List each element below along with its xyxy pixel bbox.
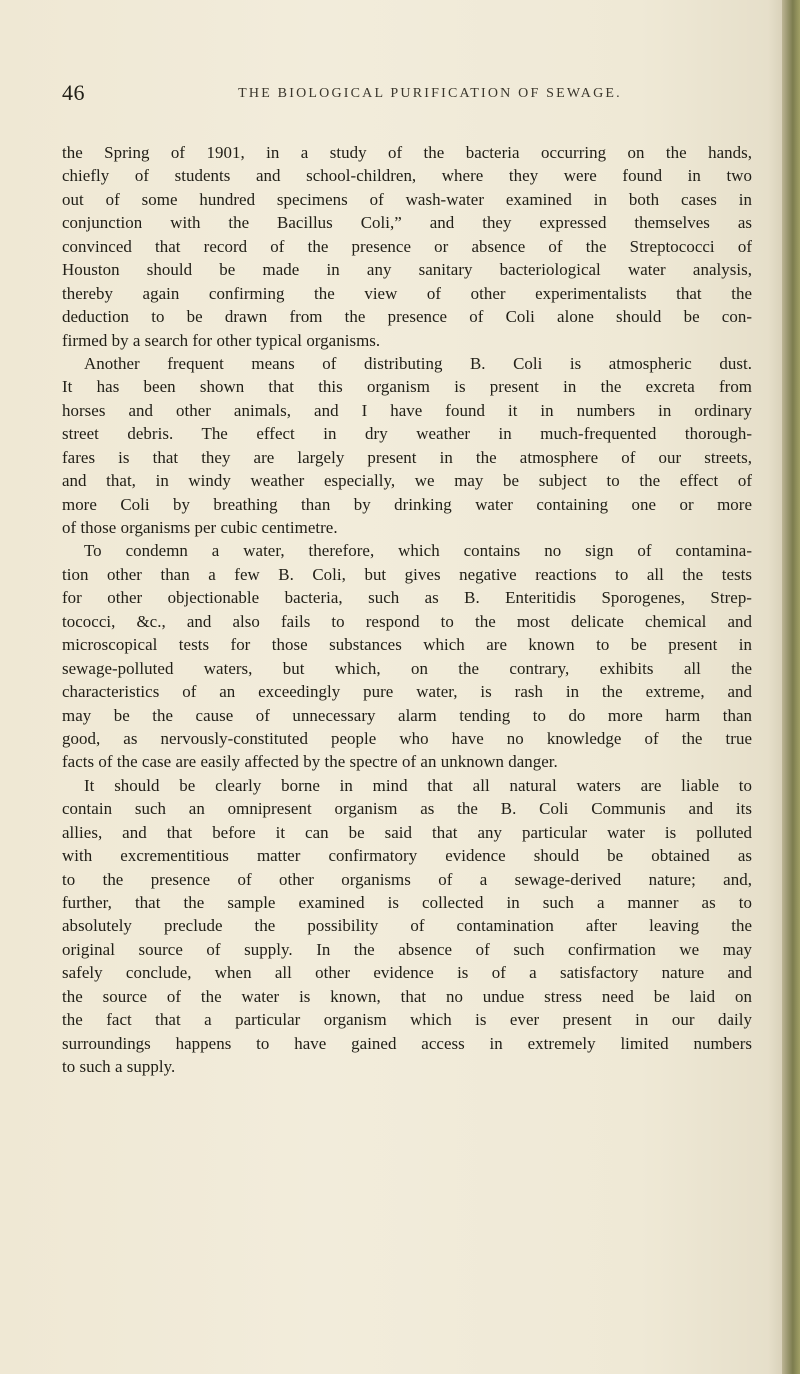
text-line: surroundings happens to have gained access in extremely limited numbers — [62, 1033, 752, 1053]
text-line: with excrementitious matter confirmatory evidence should be obtained as — [62, 846, 752, 866]
text-line: fares is that they are largely present in the atmosphere of our streets, — [62, 447, 752, 467]
text-line: horses and other animals, and I have found it in numbers in ordinary — [62, 400, 752, 420]
text-line: tion other than a few B. Coli, but gives negative reactions to all the tests — [62, 564, 752, 584]
text-line: thereby again confirming the view of other experimentalists that the — [62, 283, 752, 303]
text-line: facts of the case are easily affected by the spectre of an unknown danger. — [62, 752, 558, 772]
text-line: further, that the sample examined is collected in such a manner as to — [62, 893, 752, 912]
running-head: THE BIOLOGICAL PURIFICATION OF SEWAGE. — [238, 86, 622, 101]
text-line: safely conclude, when all other evidence is of a satisfactory nature and — [62, 963, 752, 983]
text-line: conjunction with the Bacillus Coli,” and they expressed themselves as — [62, 213, 752, 233]
text-line: of those organisms per cubic centimetre. — [62, 518, 338, 537]
body-text — [62, 141, 752, 1079]
text-line: characteristics of an exceedingly pure water, is rash in the extreme, and — [62, 682, 752, 702]
text-line: It has been shown that this organism is present in the excreta from — [62, 377, 752, 397]
text-line: sewage-polluted waters, but which, on the contrary, exhibits all the — [62, 658, 752, 678]
text-line: the source of the water is known, that no undue stress need be laid on — [62, 986, 752, 1006]
text-line: To condemn a water, therefore, which contains no sign of contamina- — [84, 541, 752, 561]
text-line: It should be clearly borne in mind that all natural waters are liable to — [84, 775, 752, 795]
text-line: and that, in windy weather especially, we may be subject to the effect of — [62, 471, 752, 491]
page-number: 46 — [62, 80, 85, 105]
text-line: firmed by a search for other typical organisms. — [62, 330, 381, 350]
text-line: chiefly of students and school-children, where they were found in two — [62, 166, 752, 186]
text-line: good, as nervously-constituted people who have no knowledge of the true — [62, 728, 752, 748]
text-line: absolutely preclude the possibility of contamination after leaving the — [62, 916, 752, 936]
text-line: may be the cause of unnecessary alarm tending to do more harm than — [62, 705, 752, 725]
text-line: to such a supply. — [62, 1057, 176, 1077]
text-line: allies, and that before it can be said that any particular water is polluted — [62, 822, 752, 842]
text-line: convinced that record of the presence or absence of the Streptococci of — [62, 236, 752, 256]
text-line: microscopical tests for those substances which are known to be present in — [62, 635, 752, 655]
text-line: contain such an omnipresent organism as the B. Coli Communis and its — [62, 799, 752, 819]
text-line: tococci, &c., and also fails to respond to the most delicate chemical and — [62, 611, 752, 631]
text-line: the fact that a particular organism which is ever present in our daily — [62, 1010, 752, 1030]
text-line: the Spring of 1901, in a study of the bacteria occurring on the hands, — [62, 143, 752, 162]
text-line: deduction to be drawn from the presence of Coli alone should be con- — [62, 307, 752, 327]
text-line: Another frequent means of distributing B. Coli is atmospheric dust. — [84, 353, 752, 373]
text-line: more Coli by breathing than by drinking water containing one or more — [62, 494, 752, 514]
page-header — [62, 80, 752, 110]
text-line: Houston should be made in any sanitary bacteriological water analysis, — [62, 260, 752, 280]
text-line: original source of supply. In the absence of such confirmation we may — [62, 939, 752, 959]
text-line: out of some hundred specimens of wash-water examined in both cases in — [62, 189, 752, 209]
text-line: street debris. The effect in dry weather in much-frequented thorough- — [62, 424, 752, 444]
text-line: to the presence of other organisms of a sewage-derived nature; and, — [62, 869, 752, 889]
page-edge-shadow — [782, 0, 800, 1374]
text-line: for other objectionable bacteria, such as B. Enteritidis Sporogenes, Strep- — [62, 588, 752, 608]
